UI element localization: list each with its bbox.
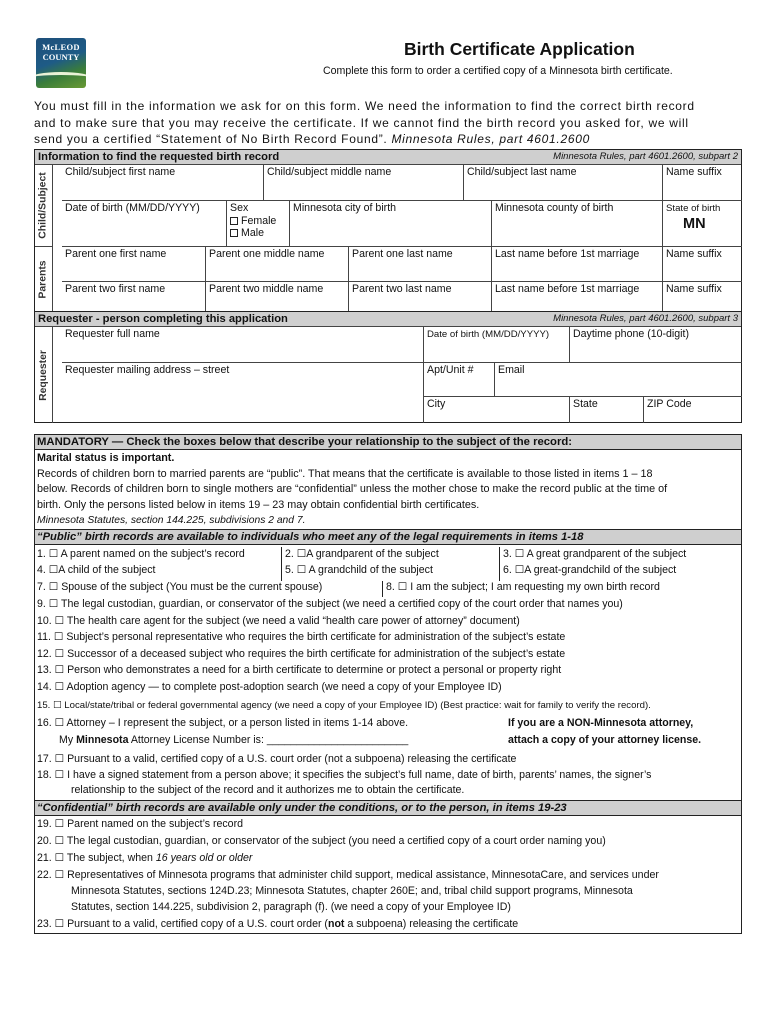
child-subject-label: [35, 165, 53, 247]
mandatory-line3: birth. Only the persons listed below in items 19 – 23 may obtain confidential birth certificates.: [37, 498, 480, 511]
child-last-name-field[interactable]: Child/subject last name: [464, 165, 663, 201]
requester-zip-field[interactable]: ZIP Code: [647, 398, 692, 410]
parent1-last-name-field[interactable]: Parent one last name: [349, 247, 492, 282]
item-18[interactable]: 18. ☐ I have a signed statement from a person above; it specifies the subject’s full name, date of birth, parents’ names, the signer’s: [37, 769, 652, 781]
requester-heading-text: Requester - person completing this application: [38, 313, 288, 325]
requester-city-field[interactable]: City: [424, 397, 570, 423]
male-checkbox[interactable]: [230, 229, 238, 237]
parent1-name-suffix-field[interactable]: Name suffix: [663, 247, 742, 282]
female-checkbox[interactable]: [230, 217, 238, 225]
child-subject-label-text: Child/Subject: [38, 172, 50, 239]
item-9[interactable]: 9. ☐ The legal custodian, guardian, or conservator of the subject (we need a certified copy of the court order that names you): [37, 598, 623, 610]
subject-rule: Minnesota Rules, part 4601.2600, subpart 2: [553, 151, 738, 162]
male-option[interactable]: Male: [230, 227, 286, 240]
mandatory-line1: Records of children born to married parents are “public”. That means that the certificate is available to those listed in items 1 – 18: [37, 467, 653, 480]
subject-section-heading: [35, 150, 741, 165]
item-16[interactable]: 16. ☐ Attorney – I represent the subject, or a person listed in items 1-14 above.: [37, 717, 409, 729]
item-2[interactable]: 2. ☐A grandparent of the subject: [285, 548, 439, 560]
item-17[interactable]: 17. ☐ Pursuant to a valid, certified copy of a U.S. court order (not a subpoena) releasing the certificate: [37, 753, 517, 765]
logo-line1: McLEOD: [42, 42, 80, 52]
mandatory-heading: MANDATORY — Check the boxes below that describe your relationship to the subject of the record:: [34, 434, 742, 450]
requester-rule: Minnesota Rules, part 4601.2600, subpart 3: [553, 313, 738, 324]
requester-section-heading: [35, 312, 741, 327]
daytime-phone-field[interactable]: Daytime phone (10-digit): [570, 327, 742, 363]
nonmn-attorney-note: If you are a NON-Minnesota attorney,: [508, 717, 694, 729]
intro-line3: send you a certified “Statement of No Birth Record Found”.: [34, 132, 388, 147]
mailing-address-field[interactable]: Requester mailing address – street: [62, 363, 424, 423]
child-dob-field[interactable]: Date of birth (MM/DD/YYYY): [62, 201, 227, 247]
subject-section: [34, 149, 742, 312]
item-1[interactable]: 1. ☐ A parent named on the subject’s record: [37, 548, 245, 560]
apt-unit-field[interactable]: Apt/Unit #: [424, 363, 495, 397]
item-7[interactable]: 7. ☐ Spouse of the subject (You must be the current spouse): [37, 581, 323, 593]
item-22[interactable]: 22. ☐ Representatives of Minnesota programs that administer child support, medical assistance, MinnesotaCare, and services under: [37, 869, 659, 881]
parents-label: [35, 247, 53, 312]
mandatory-body: [34, 450, 742, 529]
item-14[interactable]: 14. ☐ Adoption agency — to complete post-adoption search (we need a copy of your Employee ID): [37, 681, 502, 693]
mandatory-statute: Minnesota Statutes, section 144.225, subdivisions 2 and 7.: [37, 515, 306, 527]
mandatory-line2: below. Records of children born to single mothers are “confidential” unless the mother chose to make the record public at the time of: [37, 483, 668, 496]
items-divider: [382, 581, 383, 597]
item-8[interactable]: 8. ☐ I am the subject; I am requesting my own birth record: [386, 581, 660, 593]
requester-section: [34, 311, 742, 423]
confidential-records-heading: “Confidential” birth records are available only under the conditions, or to the person, in items 19-23: [34, 800, 742, 816]
child-name-suffix-field[interactable]: Name suffix: [663, 165, 742, 201]
requester-side-label: Requester: [35, 327, 53, 423]
confidential-records-list: [34, 816, 742, 934]
item-20[interactable]: 20. ☐ The legal custodian, guardian, or conservator of the subject (you need a certified copy of a court order naming you): [37, 835, 606, 847]
parent1-first-name-field[interactable]: Parent one first name: [62, 247, 206, 282]
subject-heading-text: Information to find the requested birth record: [38, 151, 280, 163]
public-records-heading: “Public” birth records are available to individuals who meet any of the legal requirements in items 1-18: [34, 529, 742, 545]
female-option[interactable]: Female: [230, 215, 286, 228]
logo-line2: COUNTY: [42, 52, 80, 62]
state-of-birth-value: MN: [683, 216, 706, 232]
county-of-birth-field[interactable]: Minnesota county of birth: [492, 201, 663, 247]
parent1-name-before-marriage-field[interactable]: Last name before 1st marriage: [492, 247, 663, 282]
item-22-continued-2: Statutes, section 144.225, subdivision 2, paragraph (f). (we need a copy of your Employee ID): [71, 901, 511, 913]
item-19[interactable]: 19. ☐ Parent named on the subject’s record: [37, 818, 243, 830]
intro-paragraph: [34, 98, 744, 148]
intro-rule: Minnesota Rules, part 4601.2600: [391, 132, 590, 147]
parent2-last-name-field[interactable]: Parent two last name: [349, 282, 492, 312]
item-18-continued: relationship to the subject of the record and it authorizes me to obtain the certificate.: [71, 784, 465, 796]
item-22-continued-1: Minnesota Statutes, sections 124D.23; Minnesota Statutes, chapter 260E; and, tribal child support programs, Minnesota: [71, 885, 633, 897]
parents-label-text: Parents: [38, 260, 49, 299]
page-subtitle: Complete this form to order a certified copy of a Minnesota birth certificate.: [323, 65, 673, 77]
parent2-name-suffix-field[interactable]: Name suffix: [666, 283, 722, 295]
item-6[interactable]: 6. ☐A great-grandchild of the subject: [503, 564, 677, 576]
attorney-license-note: attach a copy of your attorney license.: [508, 734, 702, 746]
item-11[interactable]: 11. ☐ Subject’s personal representative who requires the birth certificate for administration of the subject’s estate: [37, 631, 566, 643]
parent2-name-before-marriage-field[interactable]: Last name before 1st marriage: [492, 282, 663, 312]
intro-line2: and to make sure that you may receive the certificate. If we cannot find the birth record you asked for, we will: [34, 115, 689, 130]
item-12[interactable]: 12. ☐ Successor of a deceased subject who requires the birth certificate for administration of the subject’s estate: [37, 648, 566, 660]
requester-state-field[interactable]: State: [570, 397, 644, 423]
child-middle-name-field[interactable]: Child/subject middle name: [264, 165, 464, 201]
state-of-birth-label: State of birth: [666, 203, 721, 214]
item-10[interactable]: 10. ☐ The health care agent for the subject (we need a valid “health care power of attorney” document): [37, 615, 520, 627]
requester-dob-field[interactable]: Date of birth (MM/DD/YYYY): [424, 327, 570, 363]
email-field[interactable]: Email: [495, 363, 742, 397]
parent1-middle-name-field[interactable]: Parent one middle name: [206, 247, 349, 282]
attorney-license-line[interactable]: My Minnesota Attorney License Number is: ________________________: [59, 734, 409, 746]
parent2-first-name-field[interactable]: Parent two first name: [62, 282, 206, 312]
item-23[interactable]: 23. ☐ Pursuant to a valid, certified copy of a U.S. court order (not a subpoena) releasing the certificate: [37, 918, 519, 930]
county-logo: [36, 38, 86, 88]
intro-line1: You must fill in the information we ask for on this form. We need the information to find the correct birth record: [34, 99, 695, 113]
logo-wave: [36, 72, 86, 84]
marital-status-note: Marital status is important.: [37, 452, 175, 464]
item-3[interactable]: 3. ☐ A great grandparent of the subject: [503, 548, 687, 560]
requester-full-name-field[interactable]: Requester full name: [62, 327, 424, 363]
item-5[interactable]: 5. ☐ A grandchild of the subject: [285, 564, 433, 576]
child-first-name-field[interactable]: Child/subject first name: [62, 165, 264, 201]
items-divider: [281, 547, 282, 581]
parent2-middle-name-field[interactable]: Parent two middle name: [206, 282, 349, 312]
state-of-birth-field: [663, 201, 742, 247]
item-15[interactable]: 15. ☐ Local/state/tribal or federal governmental agency (we need a copy of your Employee ID) (Best practice: wait for family to verify the record).: [37, 700, 651, 711]
city-of-birth-field[interactable]: Minnesota city of birth: [290, 201, 492, 247]
item-13[interactable]: 13. ☐ Person who demonstrates a need for a birth certificate to determine or protect a personal or property right: [37, 664, 562, 676]
items-divider: [499, 547, 500, 581]
sex-field: [227, 201, 290, 247]
item-21[interactable]: 21. ☐ The subject, when 16 years old or older: [37, 852, 253, 864]
item-4[interactable]: 4. ☐A child of the subject: [37, 564, 156, 576]
public-records-list: [34, 545, 742, 801]
page-title: Birth Certificate Application: [404, 39, 635, 59]
sex-label: Sex: [230, 202, 249, 214]
